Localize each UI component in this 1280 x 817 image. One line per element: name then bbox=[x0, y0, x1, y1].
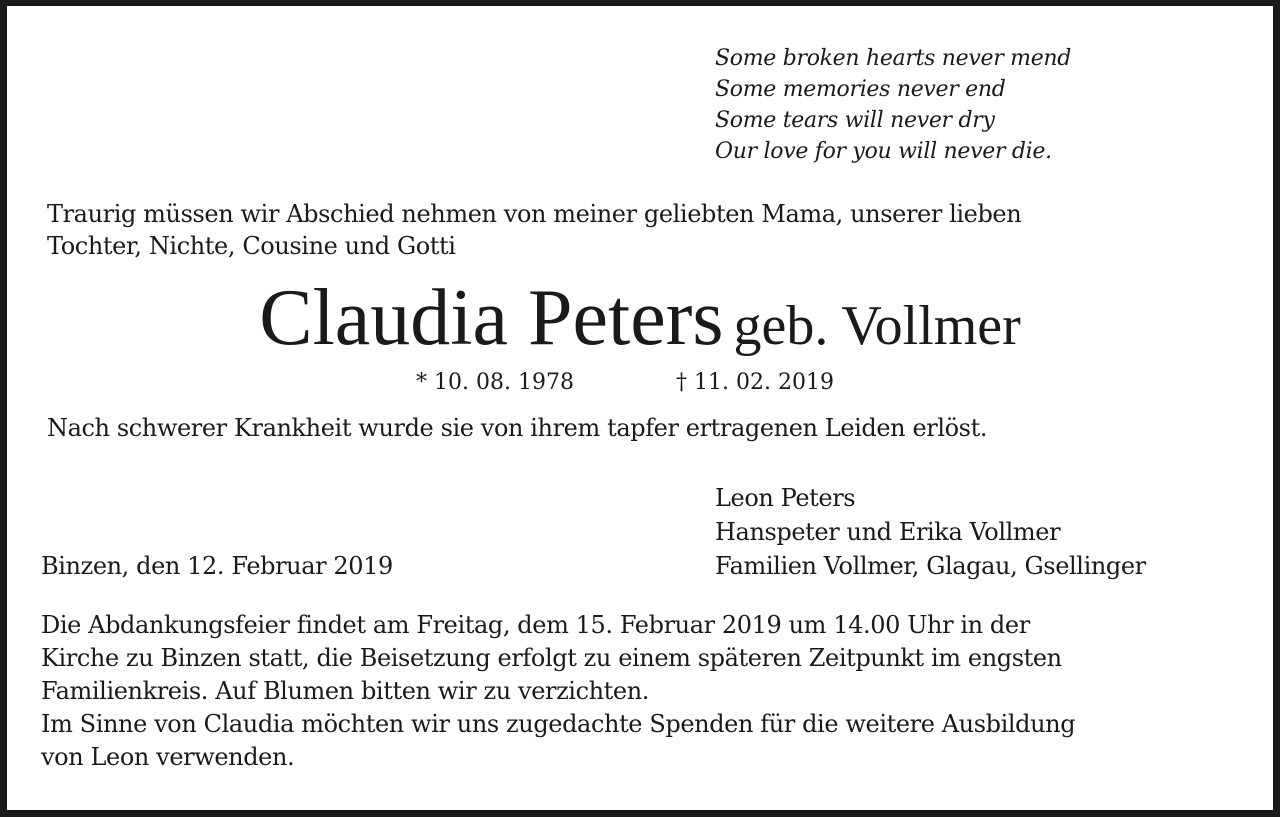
poem-line: Some broken hearts never mend bbox=[715, 46, 1072, 71]
death-date: † 11. 02. 2019 bbox=[676, 370, 834, 395]
service-info bbox=[41, 609, 1075, 774]
poem-line: Some tears will never dry bbox=[715, 108, 995, 133]
mourner: Leon Peters bbox=[715, 484, 856, 512]
info-line: Familienkreis. Auf Blumen bitten wir zu verzichten. bbox=[41, 677, 650, 705]
place-date: Binzen, den 12. Februar 2019 bbox=[41, 552, 393, 580]
info-line: von Leon verwenden. bbox=[41, 743, 295, 771]
info-line: Im Sinne von Claudia möchten wir uns zugedachte Spenden für die weitere Ausbildung bbox=[41, 710, 1076, 738]
info-line: Kirche zu Binzen statt, die Beisetzung erfolgt zu einem späteren Zeitpunkt im engsten bbox=[41, 644, 1062, 672]
intro-text bbox=[47, 198, 1021, 262]
poem-line: Our love for you will never die. bbox=[715, 139, 1052, 164]
illness-text: Nach schwerer Krankheit wurde sie von ihrem tapfer ertragenen Leiden erlöst. bbox=[47, 414, 988, 442]
intro-line: Tochter, Nichte, Cousine und Gotti bbox=[47, 232, 456, 260]
maiden-name: geb. Vollmer bbox=[733, 295, 1021, 357]
poem bbox=[715, 43, 1071, 167]
poem-line: Some memories never end bbox=[715, 77, 1006, 102]
deceased-name: Claudia Peters bbox=[259, 274, 724, 362]
mourner: Hanspeter und Erika Vollmer bbox=[715, 518, 1061, 546]
deceased-name-line bbox=[0, 272, 1280, 372]
info-line: Die Abdankungsfeier findet am Freitag, dem 15. Februar 2019 um 14.00 Uhr in der bbox=[41, 611, 1030, 639]
mourner: Familien Vollmer, Glagau, Gsellinger bbox=[715, 552, 1146, 580]
birth-date: * 10. 08. 1978 bbox=[416, 370, 574, 395]
intro-line: Traurig müssen wir Abschied nehmen von meiner geliebten Mama, unserer lieben bbox=[47, 200, 1022, 228]
mourners-list bbox=[715, 481, 1146, 583]
